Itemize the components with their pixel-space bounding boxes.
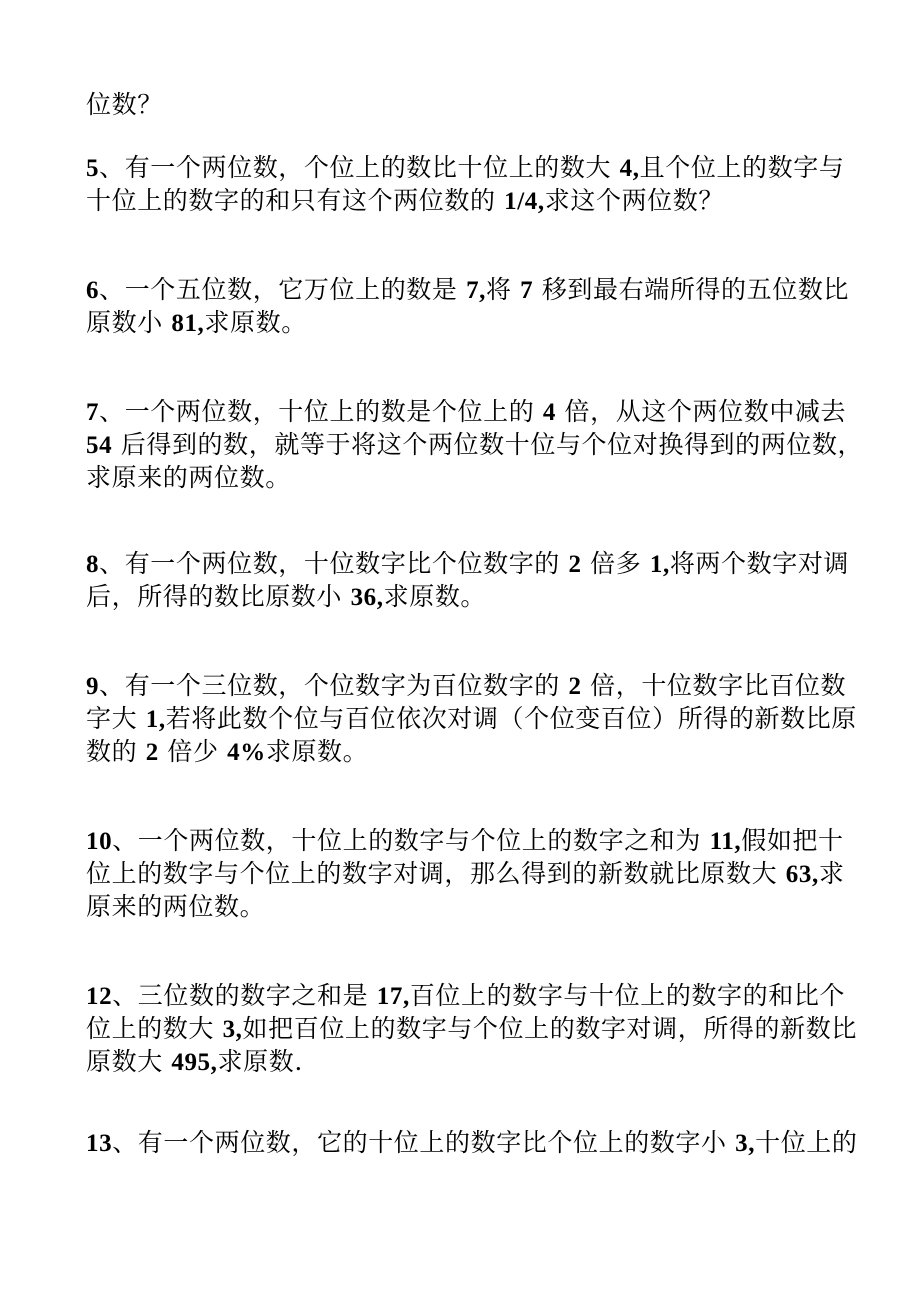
body-text: 位上的数字与个位上的数字对调，那么得到的新数就比原数大 xyxy=(86,859,786,888)
body-text: 如把百位上的数字与个位上的数字对调，所得的新数比 xyxy=(242,1014,857,1043)
body-text: 百位上的数字与十位上的数字的和比个 xyxy=(409,981,846,1010)
body-text: 字大 xyxy=(86,704,146,733)
body-text: 位数？ xyxy=(86,90,163,119)
number-text: 2 xyxy=(568,673,582,700)
number-text: 1/4, xyxy=(504,188,545,215)
number-text: 2 xyxy=(145,739,159,766)
body-text: 后，所得的数比原数小 xyxy=(86,582,351,611)
number-text: 81, xyxy=(171,310,205,337)
number-text: 54 xyxy=(86,432,113,459)
body-text: 求原来的两位数。 xyxy=(86,463,291,492)
problem-10-line-3 xyxy=(86,890,846,924)
body-text: 十位上的数字的和只有这个两位数的 xyxy=(86,186,505,215)
body-text: 求原数。 xyxy=(265,737,369,766)
number-text: 17, xyxy=(376,983,410,1010)
problem-8-line-1 xyxy=(86,547,850,582)
body-text: 倍，十位数字比百位数 xyxy=(581,671,847,700)
body-text: 求原数. xyxy=(217,1047,303,1076)
number-text: 4% xyxy=(227,739,266,766)
number-text: 6 xyxy=(86,277,100,304)
problem-12-line-2 xyxy=(86,1012,857,1047)
problem-12-line-1 xyxy=(86,979,846,1014)
body-text: 求原数。 xyxy=(383,582,487,611)
problem-8-line-2 xyxy=(86,580,846,615)
number-text: 13 xyxy=(86,1130,113,1157)
body-text: 将两个数字对调 xyxy=(669,549,850,578)
number-text: 11, xyxy=(709,828,742,855)
body-text: 将 xyxy=(486,275,521,304)
body-text: 倍多 xyxy=(581,549,650,578)
number-text: 1, xyxy=(145,706,166,733)
body-text: 且个位上的数字与 xyxy=(639,153,845,182)
body-text: 、有一个两位数，十位数字比个位数字的 xyxy=(99,549,569,578)
body-text: 、一个两位数，十位上的数是个位上的 xyxy=(99,397,543,426)
body-text: 、有一个两位数，它的十位上的数字比个位上的数字小 xyxy=(112,1128,736,1157)
body-text: 求 xyxy=(818,859,845,888)
number-text: 4, xyxy=(619,155,640,182)
body-text: 、三位数的数字之和是 xyxy=(112,981,377,1010)
number-text: 36, xyxy=(350,584,384,611)
number-text: 5 xyxy=(86,155,100,182)
number-text: 63, xyxy=(785,861,819,888)
body-text: 移到最右端所得的五位数比 xyxy=(533,275,850,304)
number-text: 7, xyxy=(466,277,487,304)
problem-6-line-2 xyxy=(86,306,846,341)
problem-10-line-1 xyxy=(86,824,846,859)
body-text: 倍，从这个两位数中减去 xyxy=(555,397,847,426)
problem-9-line-1 xyxy=(86,669,846,704)
problem-6-line-1 xyxy=(86,273,850,308)
number-text: 3, xyxy=(735,1130,756,1157)
problem-9-line-3 xyxy=(86,735,846,770)
number-text: 8 xyxy=(86,551,100,578)
problem-10-line-2 xyxy=(86,857,846,892)
body-text: 、有一个两位数，个位上的数比十位上的数大 xyxy=(99,153,620,182)
number-text: 9 xyxy=(86,673,100,700)
body-text: 原来的两位数。 xyxy=(86,892,266,921)
problem-7-line-1 xyxy=(86,395,846,430)
problem-5-line-1 xyxy=(86,151,846,186)
number-text: 10 xyxy=(86,828,113,855)
number-text: 7 xyxy=(520,277,534,304)
problem-13-line-1 xyxy=(86,1126,858,1161)
body-text: 、有一个三位数，个位数字为百位数字的 xyxy=(99,671,569,700)
problem-7-line-2 xyxy=(86,428,864,463)
body-text: 位上的数大 xyxy=(86,1014,223,1043)
body-text: 原数大 xyxy=(86,1047,172,1076)
body-text: 十位上的 xyxy=(755,1128,858,1157)
problem-7-line-3 xyxy=(86,461,846,495)
body-text: 原数小 xyxy=(86,308,172,337)
number-text: 12 xyxy=(86,983,113,1010)
number-text: 1, xyxy=(649,551,670,578)
body-text: 假如把十 xyxy=(741,826,844,855)
number-text: 495, xyxy=(171,1049,218,1076)
body-text: 求原数。 xyxy=(204,308,307,337)
number-text: 2 xyxy=(568,551,582,578)
number-text: 7 xyxy=(86,399,100,426)
body-text: 若将此数个位与百位依次对调（个位变百位）所得的新数比原 xyxy=(165,704,857,733)
text-line xyxy=(86,88,846,122)
body-text: 倍少 xyxy=(158,737,228,766)
problem-9-line-2 xyxy=(86,702,857,737)
body-text: 数的 xyxy=(86,737,146,766)
body-text: 、一个五位数，它万位上的数是 xyxy=(99,275,467,304)
problem-12-line-3 xyxy=(86,1045,846,1080)
body-text: 、一个两位数，十位上的数字与个位上的数字之和为 xyxy=(112,826,710,855)
body-text: 后得到的数，就等于将这个两位数十位与个位对换得到的两位数， xyxy=(112,430,864,459)
number-text: 4 xyxy=(542,399,556,426)
body-text: 求这个两位数？ xyxy=(544,186,724,215)
number-text: 3, xyxy=(222,1016,243,1043)
problem-5-line-2 xyxy=(86,184,846,219)
